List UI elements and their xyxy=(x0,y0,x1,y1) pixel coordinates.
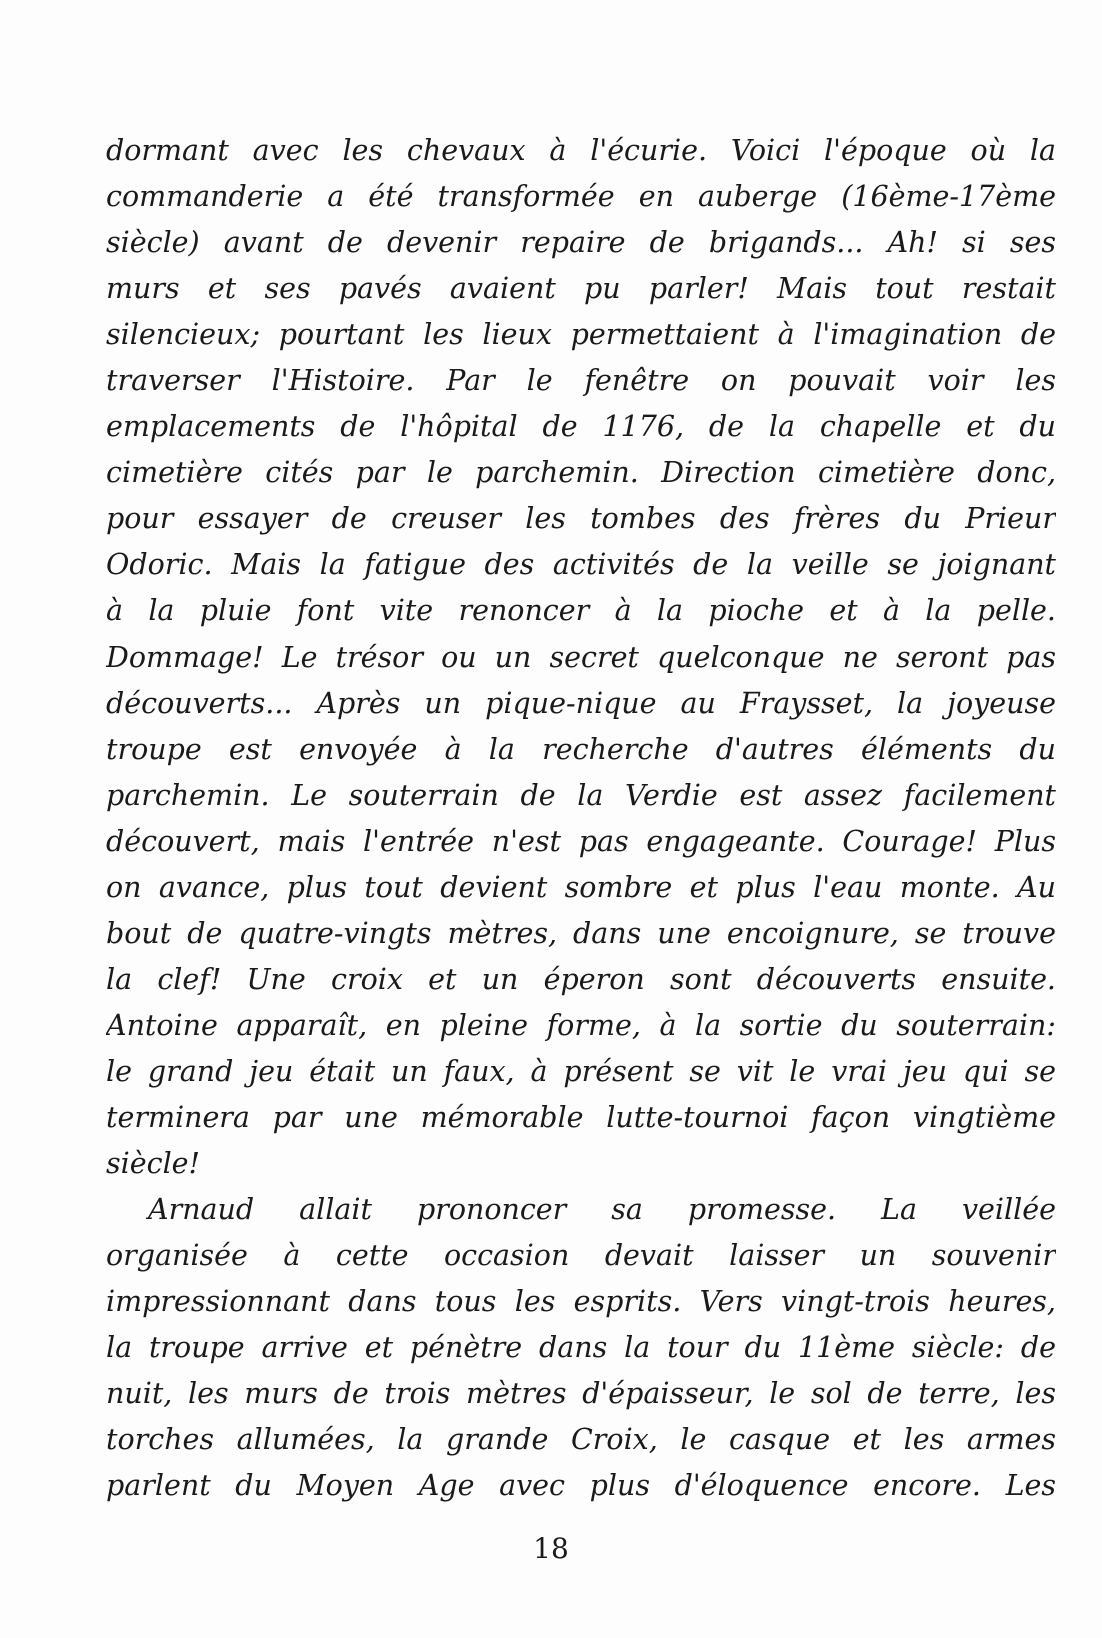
text-line: Arnaud allait prononcer sa promesse. La veillée xyxy=(148,1193,1056,1227)
text-line: la troupe arrive et pénètre dans la tour du 11ème siècle: de xyxy=(106,1331,1056,1365)
paragraph-1 xyxy=(106,128,1056,1187)
text-line: siècle! xyxy=(106,1147,201,1181)
text-line: silencieux; pourtant les lieux permettaient à l'imagination de xyxy=(106,318,1056,352)
text-line: siècle) avant de devenir repaire de brigands... Ah! si ses xyxy=(106,226,1056,260)
text-line: on avance, plus tout devient sombre et plus l'eau monte. Au xyxy=(106,870,1056,904)
text-line: Odoric. Mais la fatigue des activités de la veille se joignant xyxy=(106,548,1056,582)
text-line: cimetière cités par le parchemin. Direction cimetière donc, xyxy=(106,456,1056,490)
text-line: découvert, mais l'entrée n'est pas engageante. Courage! Plus xyxy=(106,824,1056,858)
body-text xyxy=(106,128,1056,1509)
text-line: découverts... Après un pique-nique au Fraysset, la joyeuse xyxy=(106,686,1056,720)
text-line: nuit, les murs de trois mètres d'épaisseur, le sol de terre, les xyxy=(106,1377,1056,1411)
text-line: à la pluie font vite renoncer à la pioche et à la pelle. xyxy=(106,594,1056,628)
text-line: pour essayer de creuser les tombes des frères du Prieur xyxy=(106,502,1056,536)
text-line: dormant avec les chevaux à l'écurie. Voici l'époque où la xyxy=(106,134,1056,167)
text-line: la clef! Une croix et un éperon sont découverts ensuite. xyxy=(106,962,1056,996)
text-line: bout de quatre-vingts mètres, dans une encoignure, se trouve xyxy=(106,916,1056,950)
text-line: terminera par une mémorable lutte-tournoi façon vingtième xyxy=(106,1100,1056,1134)
paragraph-2 xyxy=(106,1187,1056,1509)
text-line: organisée à cette occasion devait laisser un souvenir xyxy=(106,1239,1056,1273)
text-line: troupe est envoyée à la recherche d'autres éléments du xyxy=(106,732,1056,766)
text-line: emplacements de l'hôpital de 1176, de la chapelle et du xyxy=(106,410,1056,444)
text-line: Antoine apparaît, en pleine forme, à la sortie du souterrain: xyxy=(106,1008,1056,1042)
text-line: traverser l'Histoire. Par le fenêtre on pouvait voir les xyxy=(106,364,1056,398)
page-number: 18 xyxy=(533,1532,569,1565)
text-line: impressionnant dans tous les esprits. Vers vingt-trois heures, xyxy=(106,1285,1056,1319)
text-line: commanderie a été transformée en auberge (16ème-17ème xyxy=(106,180,1056,214)
text-line: le grand jeu était un faux, à présent se vit le vrai jeu qui se xyxy=(106,1054,1056,1088)
text-line: parlent du Moyen Age avec plus d'éloquence encore. Les xyxy=(106,1469,1056,1503)
text-line: parchemin. Le souterrain de la Verdie est assez facilement xyxy=(106,778,1056,812)
text-line: Dommage! Le trésor ou un secret quelconque ne seront pas xyxy=(106,640,1056,674)
text-line: murs et ses pavés avaient pu parler! Mais tout restait xyxy=(106,272,1056,306)
text-line: torches allumées, la grande Croix, le casque et les armes xyxy=(106,1423,1056,1457)
